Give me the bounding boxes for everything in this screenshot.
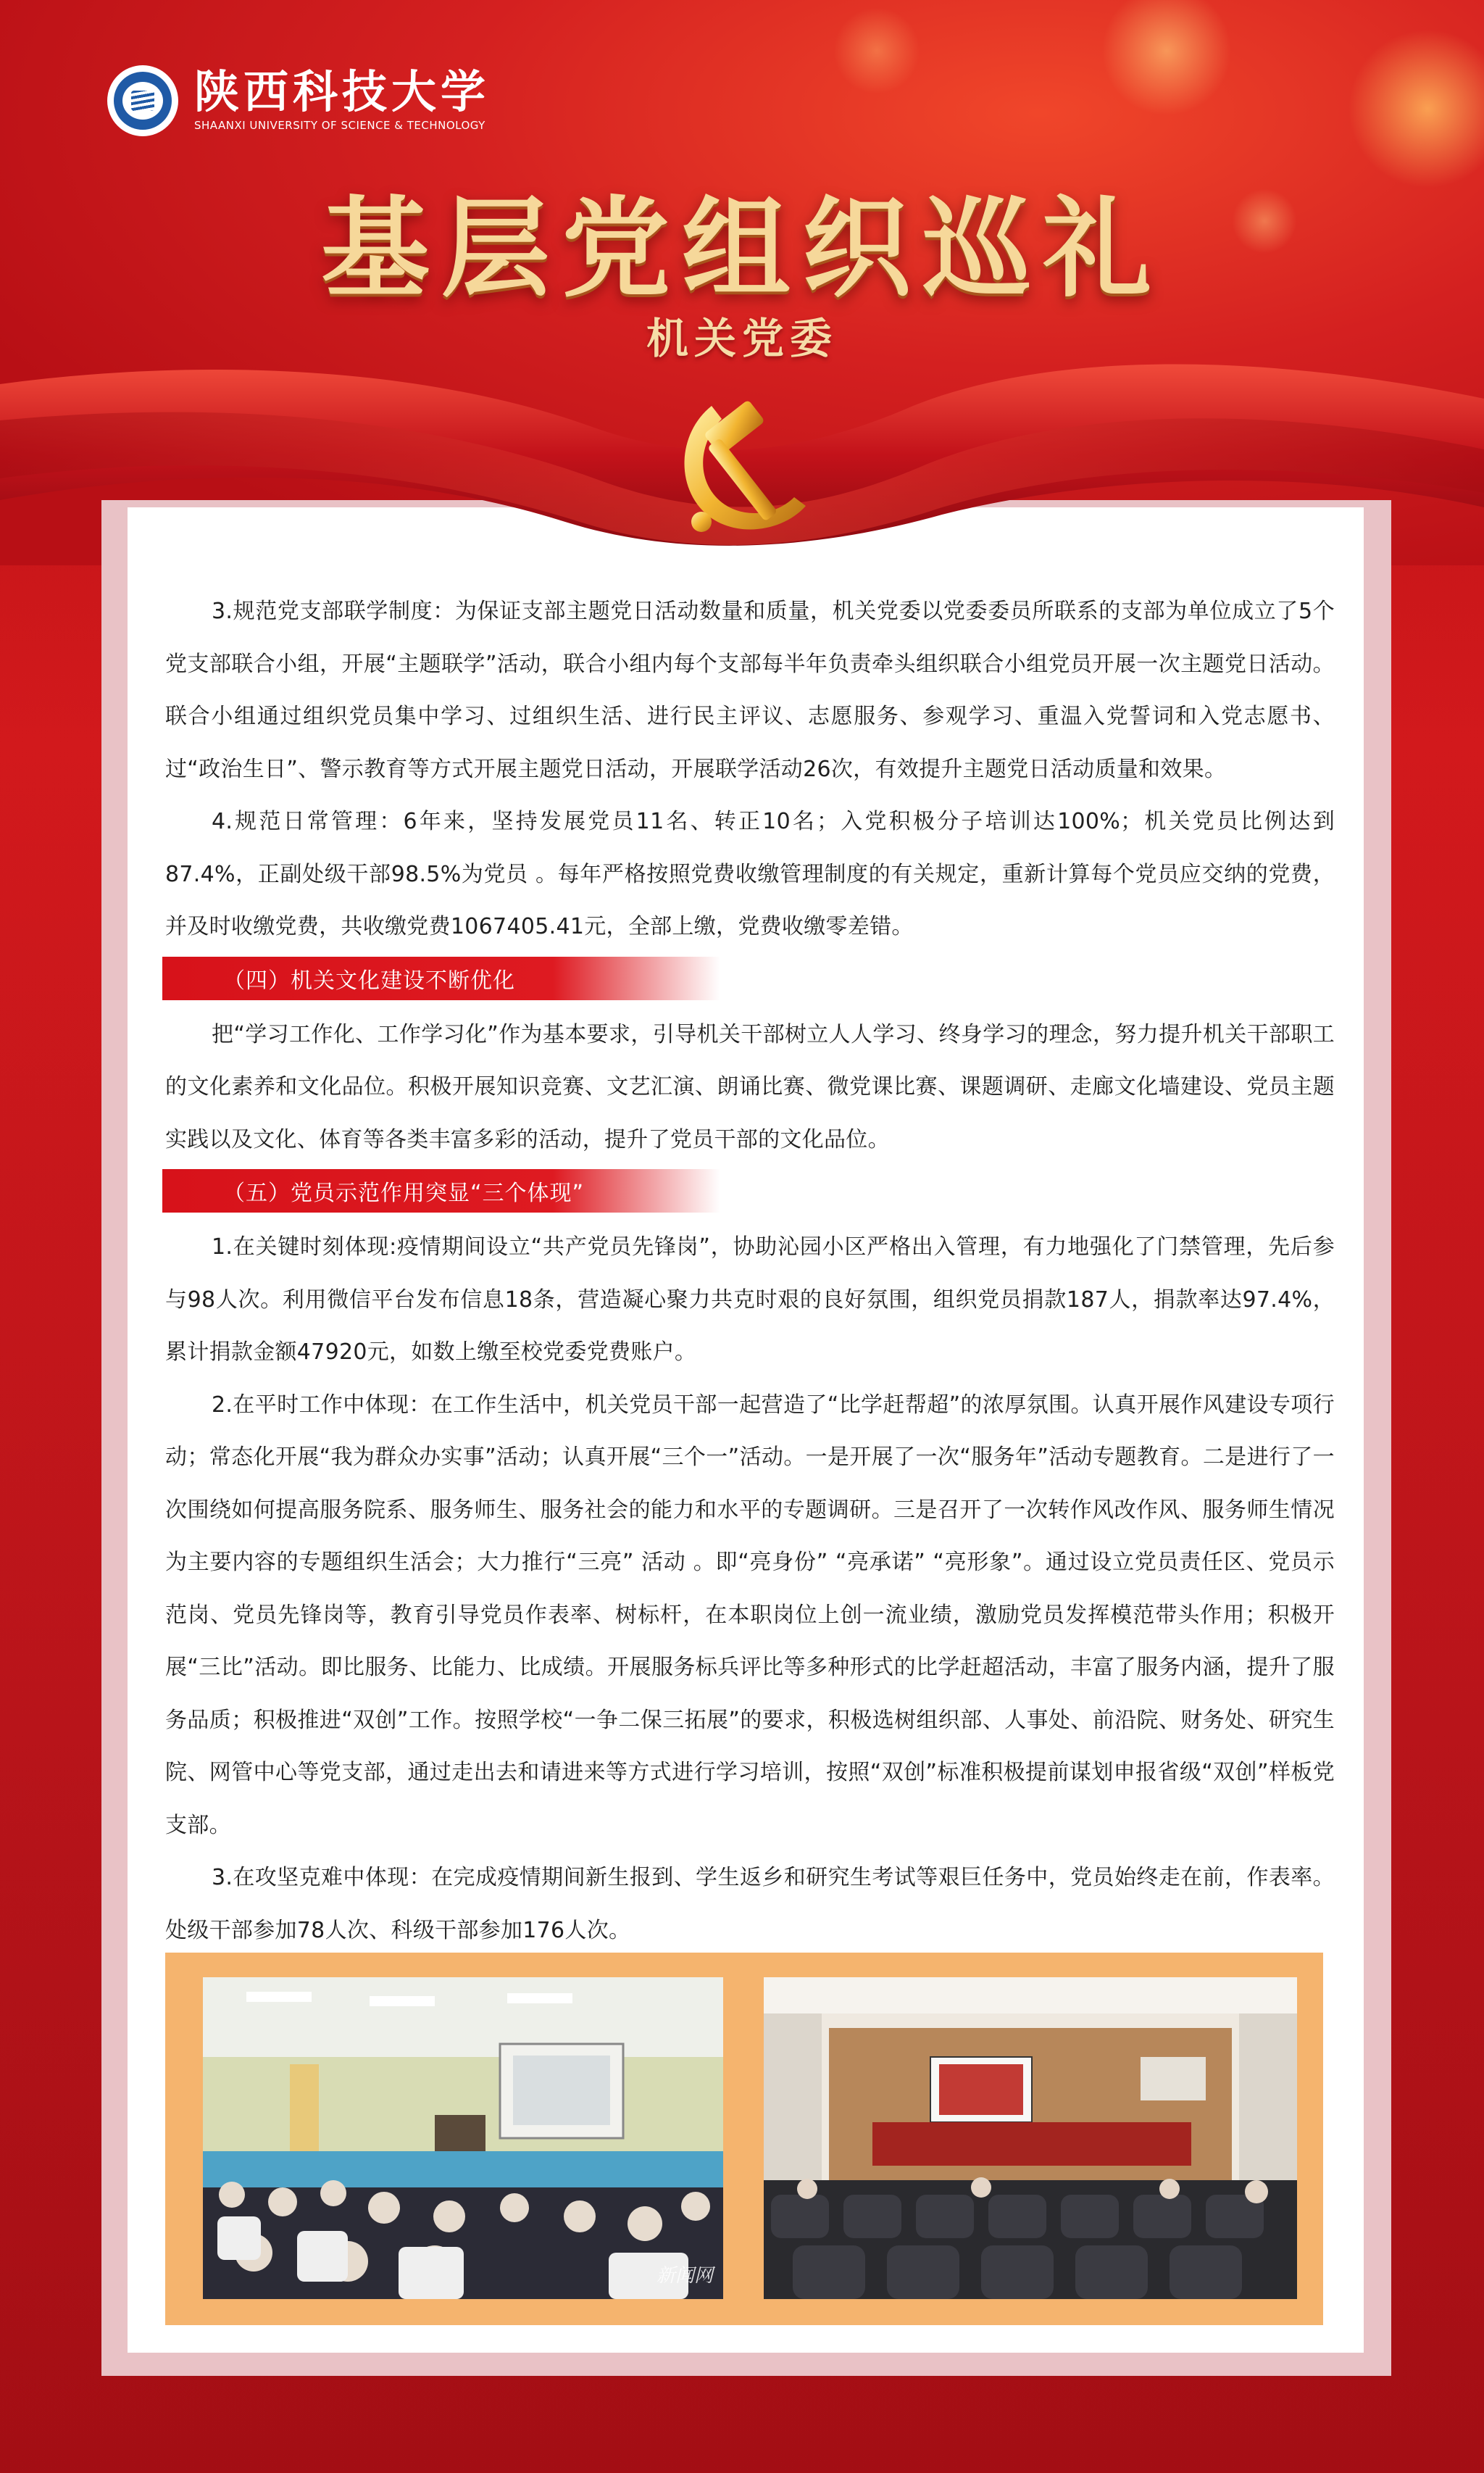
conference-room-image [764,1977,1297,2299]
article-body [165,586,1335,1957]
page-title: 基层党组织巡礼 [320,185,1163,312]
university-name-en: SHAANXI UNIVERSITY OF SCIENCE & TECHNOLOGY [194,119,485,132]
paragraph-critical-moments: 1.在关键时刻体现:疫情期间设立“共产党员先锋岗”，协助沁园小区严格出入管理，有力地强化了门禁管理，先后参与98人次。利用微信平台发布信息18条，营造凝心聚力共克时艰的良好氛围，组织党员捐款187人，捐款率达97.4%，累计捐款金额47920元，如数上缴至校党委党费账户。 [165,1234,1335,1365]
news-watermark: 新闻网 [656,2265,713,2287]
bokeh-light [833,7,920,94]
paragraph-culture: 把“学习工作化、工作学习化”作为基本要求，引导机关干部树立人人学习、终身学习的理念，努力提升机关干部职工的文化素养和文化品位。积极开展知识竞赛、文艺汇演、朗诵比赛、微党课比赛、课题调研、走廊文化墙建设、党员主题实践以及文化、体育等各类丰富多彩的活动，提升了党员干部的文化品位。 [165,1021,1335,1152]
paragraph-daily-management: 4.规范日常管理：6年来，坚持发展党员11名、转正10名；入党积极分子培训达100%；机关党员比例达到87.4%，正副处级干部98.5%为党员 。每年严格按照党费收缴管理制度的有关规定，重新计算每个党员应交纳的党费，并及时收缴党费，共收缴党费1067405.41元，全部上缴，党费收缴零差错。 [165,809,1335,939]
lecture-hall-photo [203,1977,723,2299]
conference-room-photo [764,1977,1297,2299]
section-heading-exemplary [162,1169,720,1213]
photo-gallery [165,1953,1323,2325]
section-heading-text: （五）党员示范作用突显“三个体现” [223,1181,585,1206]
hammer-sickle-icon [661,377,828,544]
paragraph-daily-work: 2.在平时工作中体现：在工作生活中，机关党员干部一起营造了“比学赶帮超”的浓厚氛围。认真开展作风建设专项行动；常态化开展“我为群众办实事”活动；认真开展“三个一”活动。一是开展了一次“服务年”活动专题教育。二是进行了一次围绕如何提高服务院系、服务师生、服务社会的能力和水平的专题调研。三是召开了一次转作风改作风、服务师生情况为主要内容的专题组织生活会；大力推行“三亮” 活动 。即“亮身份” “亮承诺” “亮形象”。通过设立党员责任区、党员示范岗、党员先锋岗等，教育引导党员作表率、树标杆，在本职岗位上创一流业绩，激励党员发挥模范带头作用；积极开展“三比”活动。即比服务、比能力、比成绩。开展服务标兵评比等多种形式的比学赶超活动，丰富了服务内涵，提升了服务品质；积极推进“双创”工作。按照学校“一争二保三拓展”的要求，积极选树组织部、人事处、前沿院、财务处、研究生院、网管中心等党支部，通过走出去和请进来等方式进行学习培训，按照“双创”标准积极提前谋划申报省级“双创”样板党支部。 [165,1392,1335,1838]
section-heading-culture [162,957,720,1000]
page-subtitle: 机关党委 [646,314,838,363]
university-emblem-icon [107,65,178,136]
paragraph-joint-study: 3.规范党支部联学制度：为保证支部主题党日活动数量和质量，机关党委以党委委员所联系的支部为单位成立了5个党支部联合小组，开展“主题联学”活动，联合小组内每个支部每半年负责牵头组织联合小组党员开展一次主题党日活动。联合小组通过组织党员集中学习、过组织生活、进行民主评议、志愿服务、参观学习、重温入党誓词和入党志愿书、过“政治生日”、警示教育等方式开展主题党日活动，开展联学活动26次，有效提升主题党日活动质量和效果。 [165,599,1335,782]
paragraph-difficult-tasks: 3.在攻坚克难中体现：在完成疫情期间新生报到、学生返乡和研究生考试等艰巨任务中，党员始终走在前，作表率。处级干部参加78人次、科级干部参加176人次。 [165,1865,1335,1943]
lecture-hall-image [203,1977,723,2299]
section-heading-text: （四）机关文化建设不断优化 [223,968,515,994]
university-logo [107,65,490,136]
university-name-cn: 陕西科技大学 [194,65,491,118]
